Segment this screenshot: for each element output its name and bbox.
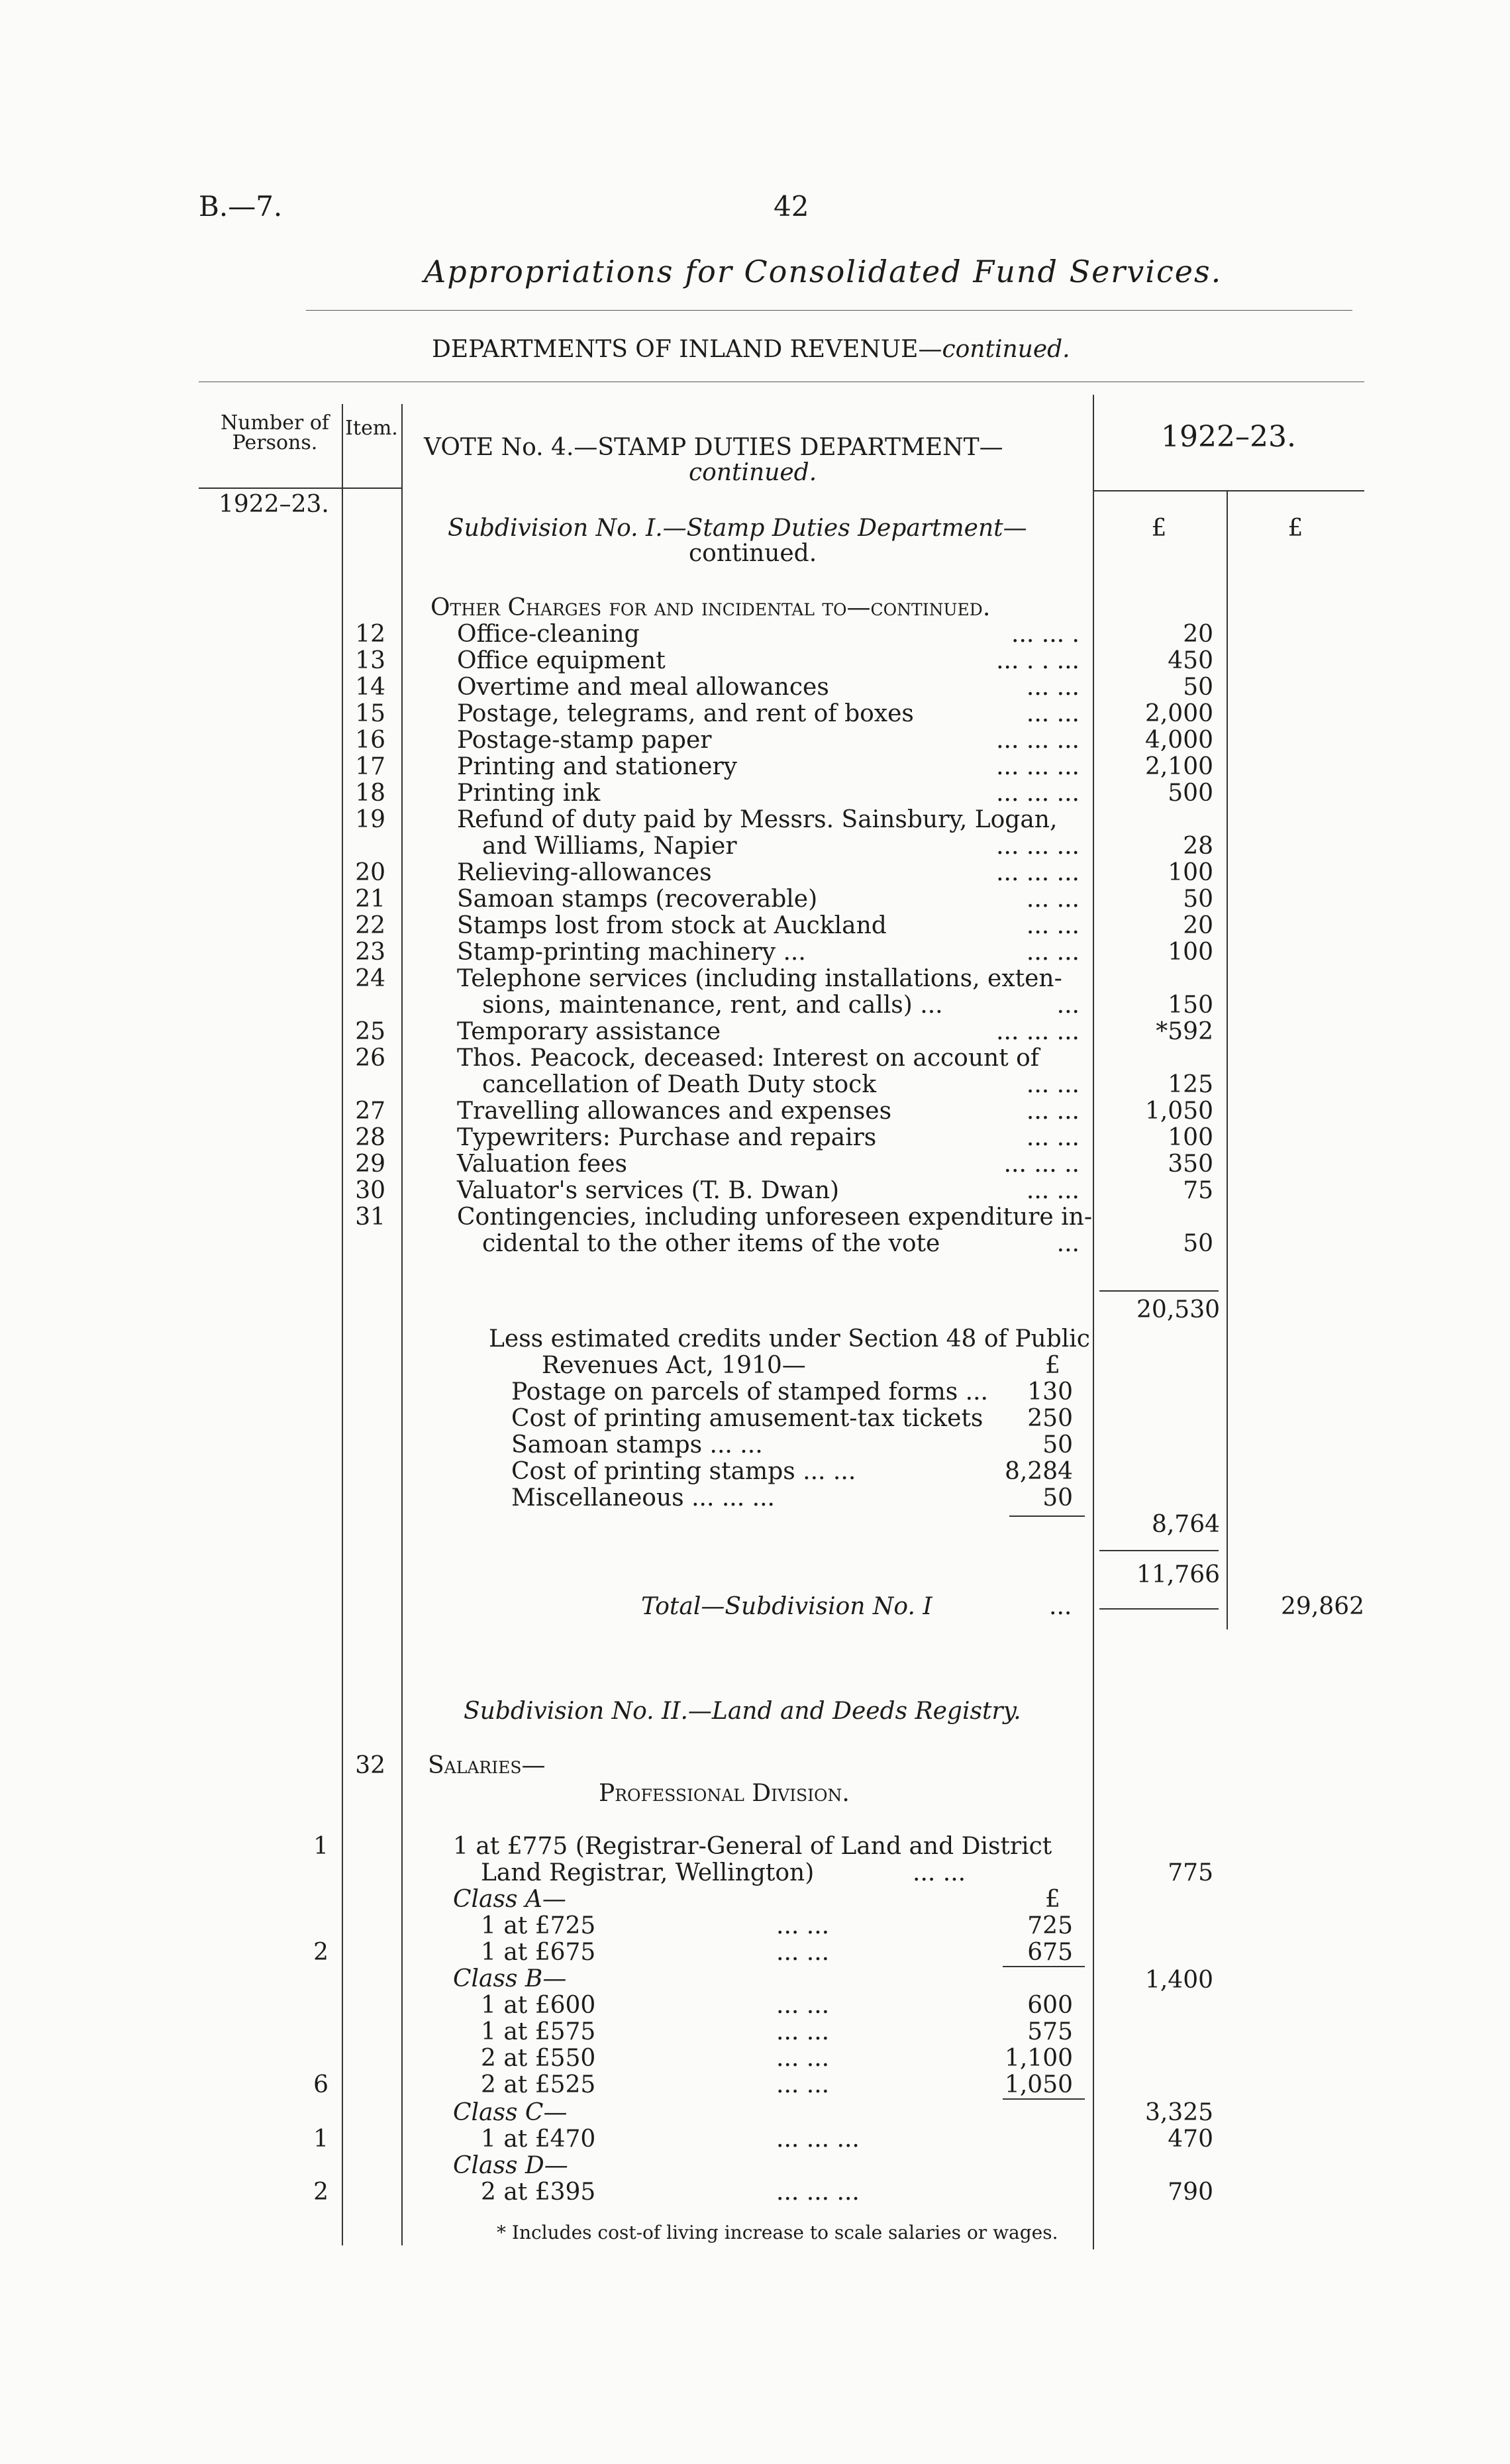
item-amount: 50	[1183, 674, 1213, 701]
salary-row-amount: 725	[1027, 1912, 1073, 1939]
department-name: DEPARTMENTS OF INLAND REVENUE—	[432, 336, 942, 363]
class-b-persons: 6	[313, 2071, 328, 2098]
item-amount: *592	[1156, 1018, 1213, 1045]
credit-label: Cost of printing amusement-tax tickets	[511, 1405, 983, 1432]
item-32: 32	[355, 1752, 385, 1779]
subdivision-1-title: Subdivision No. I.—Stamp Duties Department—	[448, 515, 1027, 542]
item-amount: 2,000	[1144, 700, 1213, 727]
item-number: 19	[355, 806, 385, 833]
pound-column-1: £	[1151, 515, 1167, 542]
other-charges-heading: Other Charges for and incidental to—continued.	[430, 594, 991, 621]
item-amount: 20	[1183, 912, 1213, 939]
page-title: Appropriations for Consolidated Fund Services.	[424, 254, 1223, 289]
class-c-persons: 1	[313, 2126, 328, 2153]
vote-continued: continued.	[689, 459, 817, 486]
item-dots: ... ...	[1026, 1124, 1080, 1151]
credits-pound: £	[1045, 1352, 1060, 1379]
persons-header: Number of Persons.	[220, 411, 330, 454]
page-number: 42	[774, 190, 809, 223]
item-header: Item.	[345, 417, 398, 440]
item-amount: 450	[1168, 647, 1213, 674]
item-number: 17	[355, 753, 385, 780]
item-number: 16	[355, 727, 385, 754]
salaries-heading: Salaries—	[428, 1752, 546, 1779]
gross-total: 20,530	[1136, 1296, 1220, 1323]
credit-amount: 50	[1042, 1431, 1073, 1459]
class-d-row: 2 at £395	[481, 2179, 596, 2206]
item-amount: 125	[1168, 1071, 1213, 1098]
item-amount: 100	[1168, 859, 1213, 886]
salary-row-dots: ... ...	[776, 2045, 830, 2072]
item-number: 28	[355, 1124, 385, 1151]
item-amount: 28	[1183, 833, 1213, 860]
item-description-cont: cancellation of Death Duty stock	[482, 1071, 877, 1098]
salary-row: 1 at £600	[481, 1992, 596, 2019]
item-amount: 75	[1183, 1177, 1213, 1204]
item-number: 12	[355, 621, 385, 648]
salary-row: 1 at £675	[481, 1939, 596, 1966]
item-amount: 100	[1168, 1124, 1213, 1151]
item-number: 23	[355, 939, 385, 966]
registrar-line-1: 1 at £775 (Registrar-General of Land and District	[453, 1833, 1052, 1860]
credits-rule	[1009, 1515, 1085, 1517]
item-amount: 50	[1183, 886, 1213, 913]
item-number: 18	[355, 780, 385, 807]
item-dots: ... ... ...	[996, 780, 1080, 807]
item-description-cont: sions, maintenance, rent, and calls) ...	[482, 992, 943, 1019]
item-number: 22	[355, 912, 385, 939]
footnote: * Includes cost-of living increase to scale salaries or wages.	[497, 2222, 1058, 2243]
item-description: Office equipment	[457, 647, 666, 674]
item-description: Valuation fees	[457, 1151, 628, 1178]
item-number: 26	[355, 1045, 385, 1072]
item-number: 14	[355, 674, 385, 701]
registrar-dots: ... ...	[913, 1859, 966, 1886]
item-dots: ... ... .	[1011, 621, 1080, 648]
subtotal-rule	[1099, 1608, 1219, 1610]
item-number: 29	[355, 1151, 385, 1178]
salary-row-amount: 1,100	[1004, 2045, 1073, 2072]
item-dots: ... . . ...	[996, 647, 1080, 674]
item-dots: ... ... ...	[996, 753, 1080, 780]
item-number: 31	[355, 1204, 385, 1231]
total-subdivision-1-label: Total—Subdivision No. I	[641, 1593, 932, 1620]
item-column-rule	[401, 404, 403, 2245]
amount-column-rule	[1093, 395, 1094, 2249]
gross-total-rule	[1099, 1290, 1219, 1292]
pound-column-2: £	[1287, 515, 1303, 542]
subdivision-2-title: Subdivision No. II.—Land and Deeds Registry.	[464, 1698, 1021, 1725]
item-amount: 1,050	[1144, 1098, 1213, 1125]
item-amount: 350	[1168, 1151, 1213, 1178]
department-continued: continued.	[942, 336, 1070, 363]
credit-label: Miscellaneous ... ... ...	[511, 1484, 775, 1512]
vote-title: VOTE No. 4.—STAMP DUTIES DEPARTMENT—	[424, 434, 1003, 461]
item-description: Valuator's services (T. B. Dwan)	[457, 1177, 840, 1204]
title-rule	[306, 310, 1352, 311]
class-a-pound: £	[1045, 1886, 1060, 1913]
item-description: Stamps lost from stock at Auckland	[457, 912, 887, 939]
professional-division-heading: Professional Division.	[599, 1780, 850, 1807]
item-dots: ... ...	[1026, 939, 1080, 966]
year-header-rule	[1093, 490, 1364, 491]
salary-row: 2 at £550	[481, 2045, 596, 2072]
salary-row-amount: 675	[1027, 1939, 1073, 1966]
item-description: Travelling allowances and expenses	[457, 1098, 892, 1125]
item-description: Stamp-printing machinery ...	[457, 939, 806, 966]
salary-row-dots: ... ...	[776, 2018, 830, 2045]
item-dots: ... ... ...	[996, 859, 1080, 886]
credits-total: 8,764	[1151, 1511, 1220, 1538]
item-dots: ... ...	[1026, 700, 1080, 727]
item-number: 27	[355, 1098, 385, 1125]
credit-amount: 250	[1027, 1405, 1073, 1432]
credit-label: Postage on parcels of stamped forms ...	[511, 1378, 988, 1406]
item-number: 30	[355, 1177, 385, 1204]
salary-row-dots: ... ...	[776, 2071, 830, 2098]
item-dots: ... ...	[1026, 1098, 1080, 1125]
item-description: Printing and stationery	[457, 753, 738, 780]
net-total: 11,766	[1136, 1561, 1220, 1588]
salary-row-dots: ... ...	[776, 1939, 830, 1966]
item-number: 21	[355, 886, 385, 913]
class-c-row: 1 at £470	[481, 2126, 596, 2153]
registrar-amount: 775	[1168, 1859, 1213, 1886]
credits-title-2: Revenues Act, 1910—	[542, 1352, 806, 1379]
class-a-total: 1,400	[1144, 1967, 1213, 1994]
item-description: Typewriters: Purchase and repairs	[457, 1124, 877, 1151]
item-dots: ...	[1056, 1230, 1080, 1257]
item-description: Office-cleaning	[457, 621, 640, 648]
item-description: Telephone services (including installations, exten-	[457, 965, 1062, 992]
item-description: Postage-stamp paper	[457, 727, 712, 754]
item-amount: 50	[1183, 1230, 1213, 1257]
total-dots: ...	[1049, 1593, 1072, 1620]
item-description: Printing ink	[457, 780, 601, 807]
item-number: 15	[355, 700, 385, 727]
document-ref: B.—7.	[199, 190, 283, 223]
salary-row-amount: 1,050	[1004, 2071, 1073, 2098]
net-total-rule	[1099, 1550, 1219, 1551]
credit-amount: 130	[1027, 1378, 1073, 1406]
credit-label: Samoan stamps ... ...	[511, 1431, 763, 1459]
item-amount: 2,100	[1144, 753, 1213, 780]
salary-row: 1 at £575	[481, 2018, 596, 2045]
subdivision-1-continued: continued.	[689, 540, 817, 567]
item-amount: 150	[1168, 992, 1213, 1019]
class-b-total: 3,325	[1144, 2099, 1213, 2126]
class-c-label: Class C—	[453, 2099, 568, 2126]
salary-row: 1 at £725	[481, 1912, 596, 1939]
item-amount: 100	[1168, 939, 1213, 966]
item-dots: ... ... ...	[996, 833, 1080, 860]
class-b-label: Class B—	[453, 1965, 567, 1992]
class-a-rule	[1003, 1966, 1085, 1967]
item-amount: 500	[1168, 780, 1213, 807]
item-amount: 4,000	[1144, 727, 1213, 754]
total-column-rule	[1227, 490, 1228, 1629]
item-dots: ... ... ...	[996, 1018, 1080, 1045]
item-description-cont: and Williams, Napier	[482, 833, 737, 860]
item-number: 13	[355, 647, 385, 674]
department-heading	[432, 336, 1070, 363]
item-number: 25	[355, 1018, 385, 1045]
class-d-persons: 2	[313, 2179, 328, 2206]
item-description: Relieving-allowances	[457, 859, 712, 886]
class-c-dots: ... ... ...	[776, 2126, 860, 2153]
salary-row-dots: ... ...	[776, 1992, 830, 2019]
class-d-dots: ... ... ...	[776, 2179, 860, 2206]
persons-year: 1922–23.	[219, 491, 329, 518]
credit-label: Cost of printing stamps ... ...	[511, 1458, 856, 1485]
class-b-rule	[1003, 2098, 1085, 2100]
item-description: Contingencies, including unforeseen expenditure in-	[457, 1204, 1093, 1231]
class-a-persons: 2	[313, 1939, 328, 1966]
credits-title: Less estimated credits under Section 48 of Public	[489, 1325, 1090, 1353]
item-dots: ... ... ..	[1003, 1151, 1080, 1178]
item-description: Samoan stamps (recoverable)	[457, 886, 818, 913]
item-dots: ... ...	[1026, 1071, 1080, 1098]
item-amount: 20	[1183, 621, 1213, 648]
credit-amount: 50	[1042, 1484, 1073, 1512]
item-dots: ... ...	[1026, 912, 1080, 939]
item-description: Temporary assistance	[457, 1018, 721, 1045]
salary-row-amount: 600	[1027, 1992, 1073, 2019]
item-dots: ... ...	[1026, 1177, 1080, 1204]
item-dots: ...	[1056, 992, 1080, 1019]
salary-row: 2 at £525	[481, 2071, 596, 2098]
item-description-cont: cidental to the other items of the vote	[482, 1230, 940, 1257]
class-a-label: Class A—	[453, 1886, 566, 1913]
item-description: Overtime and meal allowances	[457, 674, 829, 701]
item-dots: ... ... ...	[996, 727, 1080, 754]
credit-amount: 8,284	[1004, 1458, 1073, 1485]
year-header: 1922–23.	[1161, 420, 1296, 454]
item-description: Refund of duty paid by Messrs. Sainsbury, Logan,	[457, 806, 1058, 833]
class-d-label: Class D—	[453, 2152, 568, 2179]
salary-row-dots: ... ...	[776, 1912, 830, 1939]
class-c-amount: 470	[1168, 2126, 1213, 2153]
item-number: 24	[355, 965, 385, 992]
item-dots: ... ...	[1026, 886, 1080, 913]
item-description: Postage, telegrams, and rent of boxes	[457, 700, 914, 727]
salary-row-amount: 575	[1027, 2018, 1073, 2045]
registrar-line-2: Land Registrar, Wellington)	[481, 1859, 815, 1886]
class-d-amount: 790	[1168, 2179, 1213, 2206]
item-number: 20	[355, 859, 385, 886]
persons-header-rule	[199, 488, 401, 489]
item-description: Thos. Peacock, deceased: Interest on account of	[457, 1045, 1040, 1072]
item-dots: ... ...	[1026, 674, 1080, 701]
registrar-persons: 1	[313, 1833, 328, 1860]
grand-total: 29,862	[1281, 1593, 1364, 1620]
